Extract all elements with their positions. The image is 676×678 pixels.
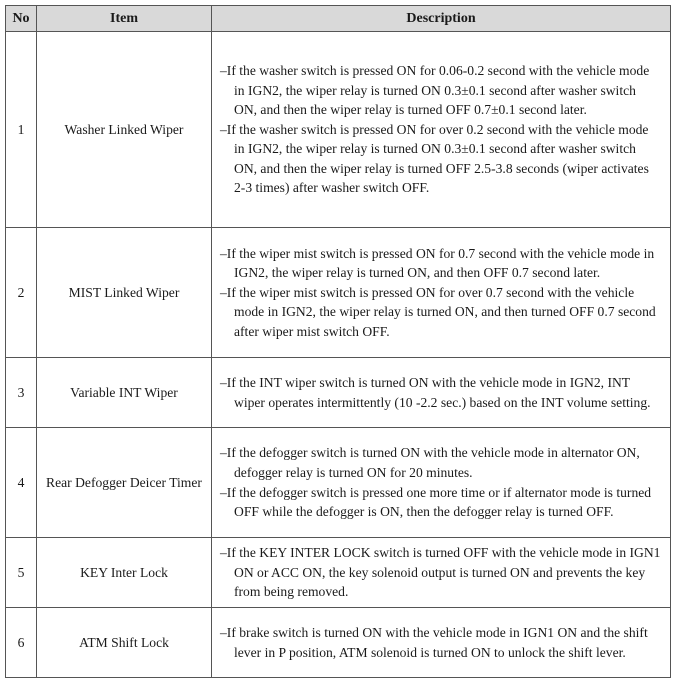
row-item: ATM Shift Lock bbox=[37, 608, 212, 678]
row-description bbox=[212, 32, 671, 228]
table-row bbox=[6, 228, 671, 358]
row-item: MIST Linked Wiper bbox=[37, 228, 212, 358]
row-item: Rear Defogger Deicer Timer bbox=[37, 428, 212, 538]
function-table bbox=[5, 5, 671, 678]
description-paragraph: –If brake switch is turned ON with the vehicle mode in IGN1 ON and the shift lever in P position, ATM solenoid is turned ON to unlock the shift lever. bbox=[220, 624, 648, 660]
row-number: 3 bbox=[6, 358, 37, 428]
description-paragraph: –If the defogger switch is turned ON with the vehicle mode in alternator ON, defogger relay is turned ON for 20 minutes. bbox=[220, 445, 640, 480]
row-number: 6 bbox=[6, 608, 37, 678]
table-row bbox=[6, 538, 671, 608]
row-description bbox=[212, 358, 671, 428]
header-row bbox=[6, 6, 671, 32]
description-paragraph: –If the wiper mist switch is pressed ON for 0.7 second with the vehicle mode in IGN2, the wiper relay is turned ON, and then OFF 0.7 second later. bbox=[220, 245, 655, 281]
row-item: Washer Linked Wiper bbox=[37, 32, 212, 228]
row-number: 2 bbox=[6, 228, 37, 358]
description-paragraph: –If the washer switch is pressed ON for 0.06-0.2 second with the vehicle mode in IGN2, the wiper relay is turned ON 0.3±0.1 second after washer switch ON, and then the wiper relay is turned OFF 0.7±0.1 second later. bbox=[220, 62, 650, 118]
description-paragraph: –If the washer switch is pressed ON for over 0.2 second with the vehicle mode in IGN2, the wiper relay is turned ON 0.3±0.1 second after washer switch ON, and then the wiper relay is turned OFF 2.5-3.8 seconds (wiper activates 2-3 times) after washer switch OFF. bbox=[220, 121, 649, 196]
table-row bbox=[6, 32, 671, 228]
description-paragraph: –If the wiper mist switch is pressed ON for over 0.7 second with the vehicle mode in IGN2, the wiper relay is turned ON, and then turned OFF 0.7 second after wiper mist switch OFF. bbox=[220, 284, 656, 339]
header-description: Description bbox=[212, 6, 671, 32]
table-row bbox=[6, 358, 671, 428]
header-item: Item bbox=[37, 6, 212, 32]
table-row bbox=[6, 608, 671, 678]
description-paragraph: –If the INT wiper switch is turned ON with the vehicle mode in IGN2, INT wiper operates intermittently (10 -2.2 sec.) based on the INT volume setting. bbox=[220, 374, 651, 410]
row-description bbox=[212, 608, 671, 678]
row-description bbox=[212, 428, 671, 538]
row-number: 5 bbox=[6, 538, 37, 608]
table-row bbox=[6, 428, 671, 538]
row-item: KEY Inter Lock bbox=[37, 538, 212, 608]
row-description bbox=[212, 228, 671, 358]
header-no: No bbox=[6, 6, 37, 32]
description-paragraph: –If the KEY INTER LOCK switch is turned OFF with the vehicle mode in IGN1 ON or ACC ON, the key solenoid output is turned ON and prevents the key from being removed. bbox=[220, 545, 661, 600]
row-number: 1 bbox=[6, 32, 37, 228]
description-paragraph: –If the defogger switch is pressed one more time or if alternator mode is turned OFF while the defogger is ON, then the defogger relay is turned OFF. bbox=[220, 484, 652, 520]
row-item: Variable INT Wiper bbox=[37, 358, 212, 428]
row-number: 4 bbox=[6, 428, 37, 538]
row-description bbox=[212, 538, 671, 608]
